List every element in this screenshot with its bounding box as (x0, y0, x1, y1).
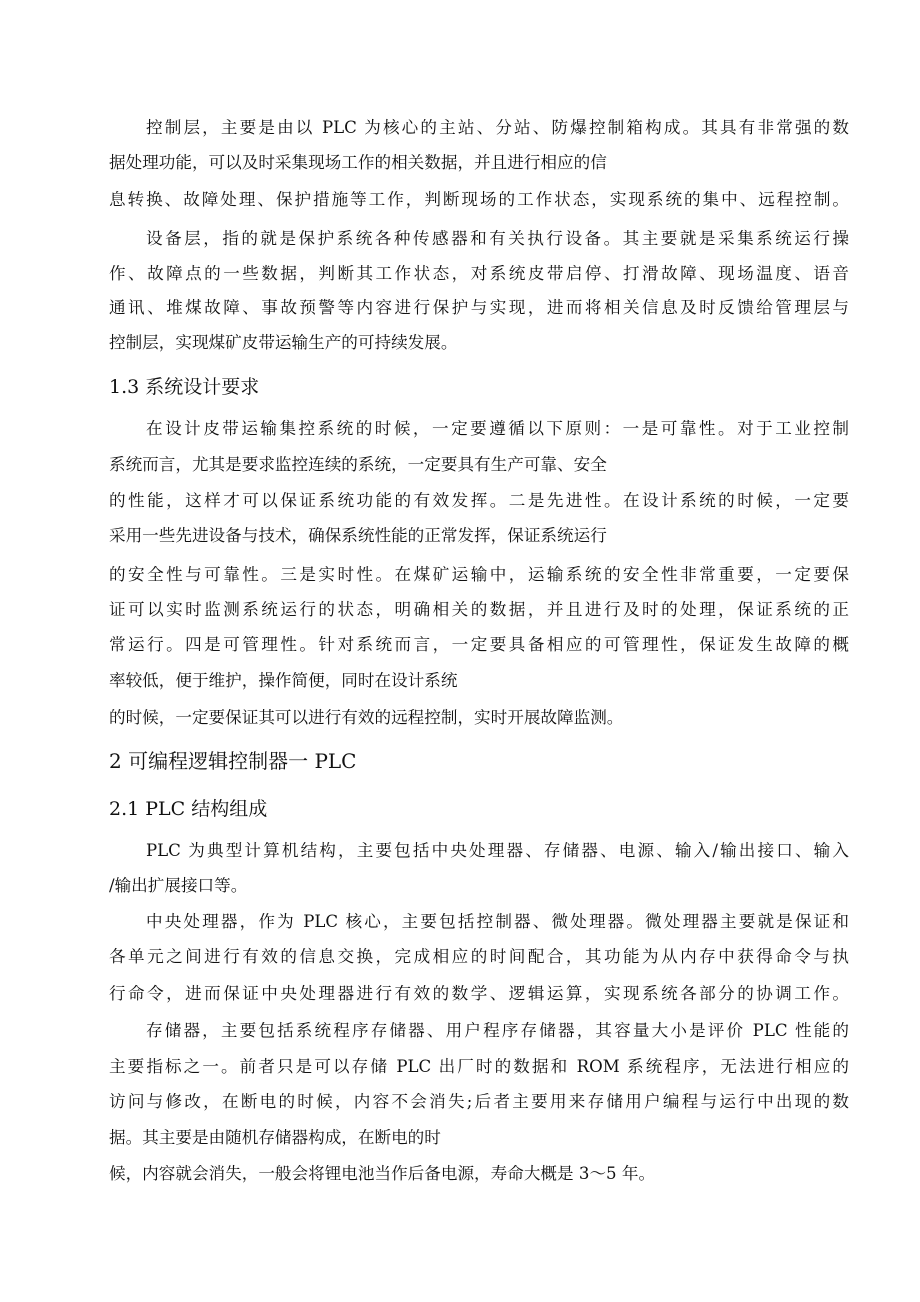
paragraph-line: 的性能，这样才可以保证系统功能的有效发挥。二是先进性。在设计系统的时候，一定要 (109, 491, 849, 510)
paragraph-line: 主要指标之一。前者只是可以存储 PLC 出厂时的数据和 ROM 系统程序，无法进行相应的 (109, 1057, 849, 1076)
paragraph-line: 访问与修改，在断电的时候，内容不会消失;后者主要用来存储用户编程与运行中出现的数 (109, 1092, 849, 1111)
paragraph-line: 存储器，主要包括系统程序存储器、用户程序存储器，其容量大小是评价 PLC 性能的 (146, 1021, 849, 1040)
paragraph-line: 通讯、堆煤故障、事故预警等内容进行保护与实现，进而将相关信息及时反馈给管理层与 (109, 298, 849, 317)
section-heading: 1.3 系统设计要求 (109, 376, 260, 398)
paragraph-line: 据。其主要是由随机存储器构成，在断电的时 (109, 1128, 441, 1147)
paragraph-line: 采用一些先进设备与技术，确保系统性能的正常发挥，保证系统运行 (109, 526, 607, 545)
paragraph-line: 候，内容就会消失，一般会将锂电池当作后备电源，寿命大概是 3～5 年。 (109, 1164, 656, 1183)
paragraph-line: 率较低，便于维护，操作简便，同时在设计系统 (109, 671, 458, 690)
paragraph-line: 的时候，一定要保证其可以进行有效的远程控制，实时开展故障监测。 (109, 708, 624, 727)
paragraph-line: 息转换、故障处理、保护措施等工作，判断现场的工作状态，实现系统的集中、远程控制。 (109, 190, 849, 209)
paragraph-line: /输出扩展接口等。 (109, 876, 248, 895)
chapter-heading: 2 可编程逻辑控制器一 PLC (109, 749, 357, 773)
paragraph-line: 系统而言，尤其是要求监控连续的系统，一定要具有生产可靠、安全 (109, 455, 607, 474)
paragraph-line: 证可以实时监测系统运行的状态，明确相关的数据，并且进行及时的处理，保证系统的正 (109, 600, 849, 619)
paragraph-line: 中央处理器，作为 PLC 核心，主要包括控制器、微处理器。微处理器主要就是保证和 (146, 912, 849, 931)
paragraph-line: 控制层，主要是由以 PLC 为核心的主站、分站、防爆控制箱构成。其具有非常强的数 (146, 118, 849, 137)
paragraph-line: PLC 为典型计算机结构，主要包括中央处理器、存储器、电源、输入/输出接口、输入 (146, 841, 849, 860)
paragraph-line: 常运行。四是可管理性。针对系统而言，一定要具备相应的可管理性，保证发生故障的概 (109, 635, 849, 654)
section-heading: 2.1 PLC 结构组成 (109, 798, 268, 820)
paragraph-line: 作、故障点的一些数据，判断其工作状态，对系统皮带启停、打滑故障、现场温度、语音 (109, 264, 849, 283)
paragraph-line: 的安全性与可靠性。三是实时性。在煤矿运输中，运输系统的安全性非常重要，一定要保 (109, 565, 849, 584)
paragraph-line: 控制层，实现煤矿皮带运输生产的可持续发展。 (109, 333, 458, 352)
paragraph-line: 各单元之间进行有效的信息交换，完成相应的时间配合，其功能为从内存中获得命令与执 (109, 947, 849, 966)
paragraph-line: 在设计皮带运输集控系统的时候，一定要遵循以下原则：一是可靠性。对于工业控制 (146, 419, 849, 438)
paragraph-line: 行命令，进而保证中央处理器进行有效的数学、逻辑运算，实现系统各部分的协调工作。 (109, 984, 849, 1003)
paragraph-line: 据处理功能，可以及时采集现场工作的相关数据，并且进行相应的信 (109, 153, 607, 172)
paragraph-line: 设备层，指的就是保护系统各种传感器和有关执行设备。其主要就是采集系统运行操 (146, 229, 849, 248)
